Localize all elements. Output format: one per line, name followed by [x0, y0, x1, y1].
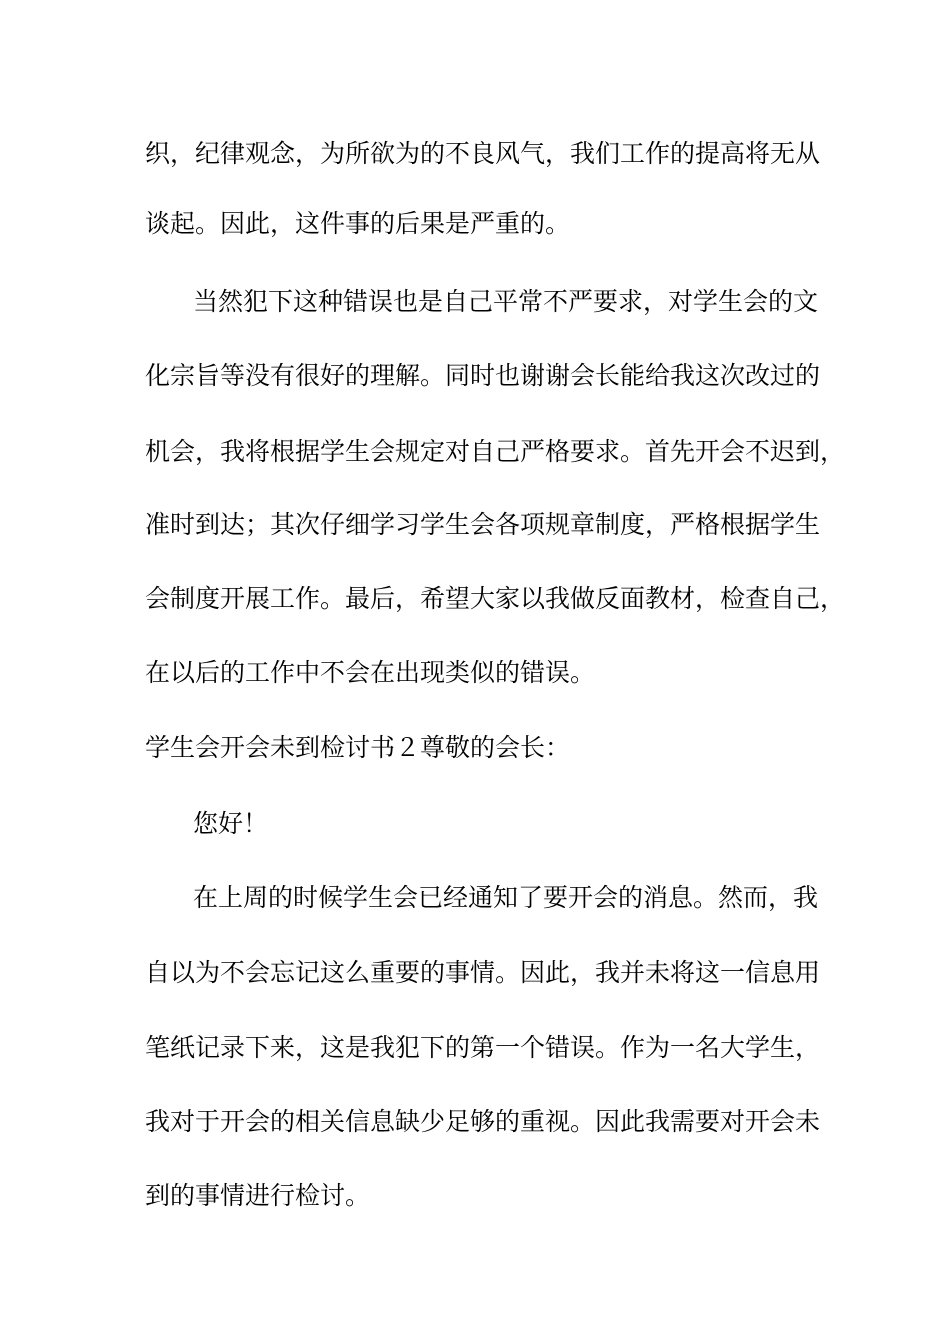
- text-line-5: 机会，我将根据学生会规定对自己严格要求。首先开会不迟到，: [145, 437, 846, 466]
- text-line-2: 谈起。因此，这件事的后果是严重的。: [145, 209, 571, 238]
- text-line-13: 笔纸记录下来，这是我犯下的第一个错误。作为一名大学生，: [145, 1033, 821, 1062]
- text-line-12: 自以为不会忘记这么重要的事情。因此，我并未将这一信息用: [145, 958, 821, 987]
- text-line-14: 我对于开会的相关信息缺少足够的重视。因此我需要对开会未: [145, 1107, 821, 1136]
- salutation: 您好！: [193, 809, 269, 838]
- text-line-4: 化宗旨等没有很好的理解。同时也谢谢会长能给我这次改过的: [145, 361, 821, 390]
- section-heading: 学生会开会未到检讨书２尊敬的会长：: [145, 733, 571, 762]
- text-line-11: 在上周的时候学生会已经通知了要开会的消息。然而，我: [193, 883, 819, 912]
- text-line-1: 织，纪律观念，为所欲为的不良风气，我们工作的提高将无从: [145, 139, 821, 168]
- text-line-6: 准时到达；其次仔细学习学生会各项规章制度，严格根据学生: [145, 510, 821, 539]
- text-line-3: 当然犯下这种错误也是自己平常不严要求，对学生会的文: [193, 287, 819, 316]
- text-line-7: 会制度开展工作。最后，希望大家以我做反面教材，检查自己，: [145, 584, 846, 613]
- text-line-15: 到的事情进行检讨。: [145, 1181, 371, 1210]
- text-line-8: 在以后的工作中不会在出现类似的错误。: [145, 658, 596, 687]
